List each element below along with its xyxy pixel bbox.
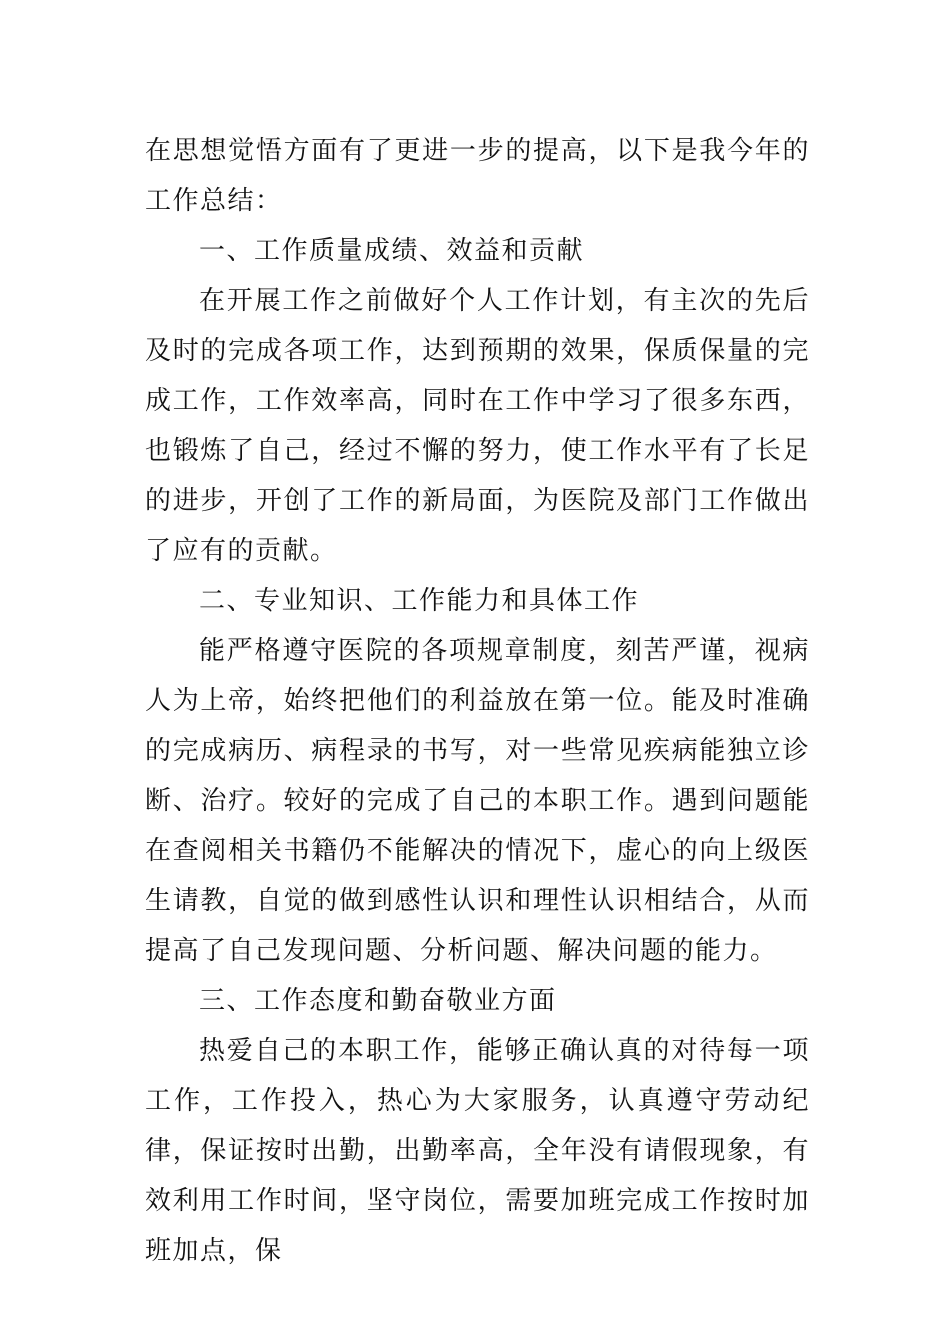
document-body xyxy=(145,126,810,1276)
paragraph-intro: 在思想觉悟方面有了更进一步的提高，以下是我今年的工作总结： xyxy=(145,136,810,216)
paragraph-section-1: 在开展工作之前做好个人工作计划，有主次的先后及时的完成各项工作，达到预期的效果，保质保量的完成工作，工作效率高，同时在工作中学习了很多东西，也锻炼了自己，经过不懈的努力，使工作水平有了长足的进步，开创了工作的新局面，为医院及部门工作做出了应有的贡献。 xyxy=(145,286,810,566)
section-heading-3: 三、工作态度和勤奋敬业方面 xyxy=(199,986,557,1016)
paragraph-section-3: 热爱自己的本职工作，能够正确认真的对待每一项工作，工作投入，热心为大家服务，认真遵守劳动纪律，保证按时出勤，出勤率高，全年没有请假现象，有效利用工作时间，坚守岗位，需要加班完成工作按时加班加点，保 xyxy=(145,1036,810,1266)
paragraph-section-2: 能严格遵守医院的各项规章制度，刻苦严谨，视病人为上帝，始终把他们的利益放在第一位。能及时准确的完成病历、病程录的书写，对一些常见疾病能独立诊断、治疗。较好的完成了自己的本职工作。遇到问题能在查阅相关书籍仍不能解决的情况下，虚心的向上级医生请教，自觉的做到感性认识和理性认识相结合，从而提高了自己发现问题、分析问题、解决问题的能力。 xyxy=(145,636,810,966)
section-heading-2: 二、专业知识、工作能力和具体工作 xyxy=(199,586,640,616)
section-heading-1: 一、工作质量成绩、效益和贡献 xyxy=(199,236,585,266)
